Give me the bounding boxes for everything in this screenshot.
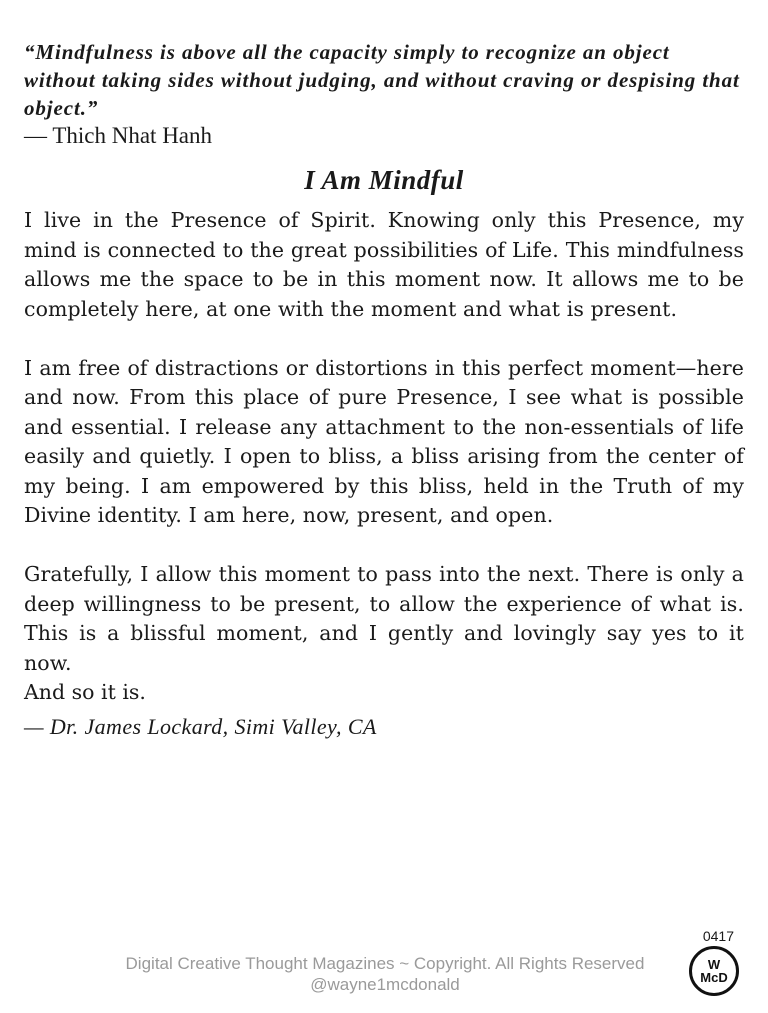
paragraph-1: I live in the Presence of Spirit. Knowing only this Presence, my mind is connected to the great possibilities of Life. This mindfulness allows me the space to be in this moment now. It allows me to be completely here, at one with the moment and what is present. — [24, 208, 744, 321]
wmcd-logo — [689, 946, 739, 996]
author-attribution: — Dr. James Lockard, Simi Valley, CA — [24, 713, 377, 739]
paragraph-2: I am free of distractions or distortions in this perfect moment—here and now. From this place of pure Presence, I see what is possible and essential. I release any attachment to the non-essentials of life easily and quietly. I open to bliss, a bliss arising from the center of my being. I am empowered by this bliss, held in the Truth of my Divine identity. I am here, now, present, and open. — [24, 355, 744, 527]
page-number: 0417 — [702, 928, 734, 944]
social-handle: @wayne1mcdonald — [310, 975, 460, 994]
quote-author: — Thich Nhat Hanh — [24, 123, 213, 148]
logo-line-1: W — [707, 957, 721, 972]
affirmation-page — [24, 38, 744, 744]
closing-line: And so it is. — [24, 680, 146, 704]
opening-quote: “Mindfulness is above all the capacity simply to recognize an object without taking sides without judging, and without craving or despising that object.” — [24, 40, 740, 120]
copyright-notice: Digital Creative Thought Magazines ~ Copyright. All Rights Reserved — [125, 954, 645, 973]
paragraph-3: Gratefully, I allow this moment to pass into the next. There is only a deep willingness to be present, to allow the experience of what is. This is a blissful moment, and I gently and lovingly say yes to it now. — [24, 562, 744, 675]
footer — [100, 953, 670, 995]
logo-line-2: McD — [700, 970, 728, 985]
page-title: I Am Mindful — [304, 165, 464, 195]
